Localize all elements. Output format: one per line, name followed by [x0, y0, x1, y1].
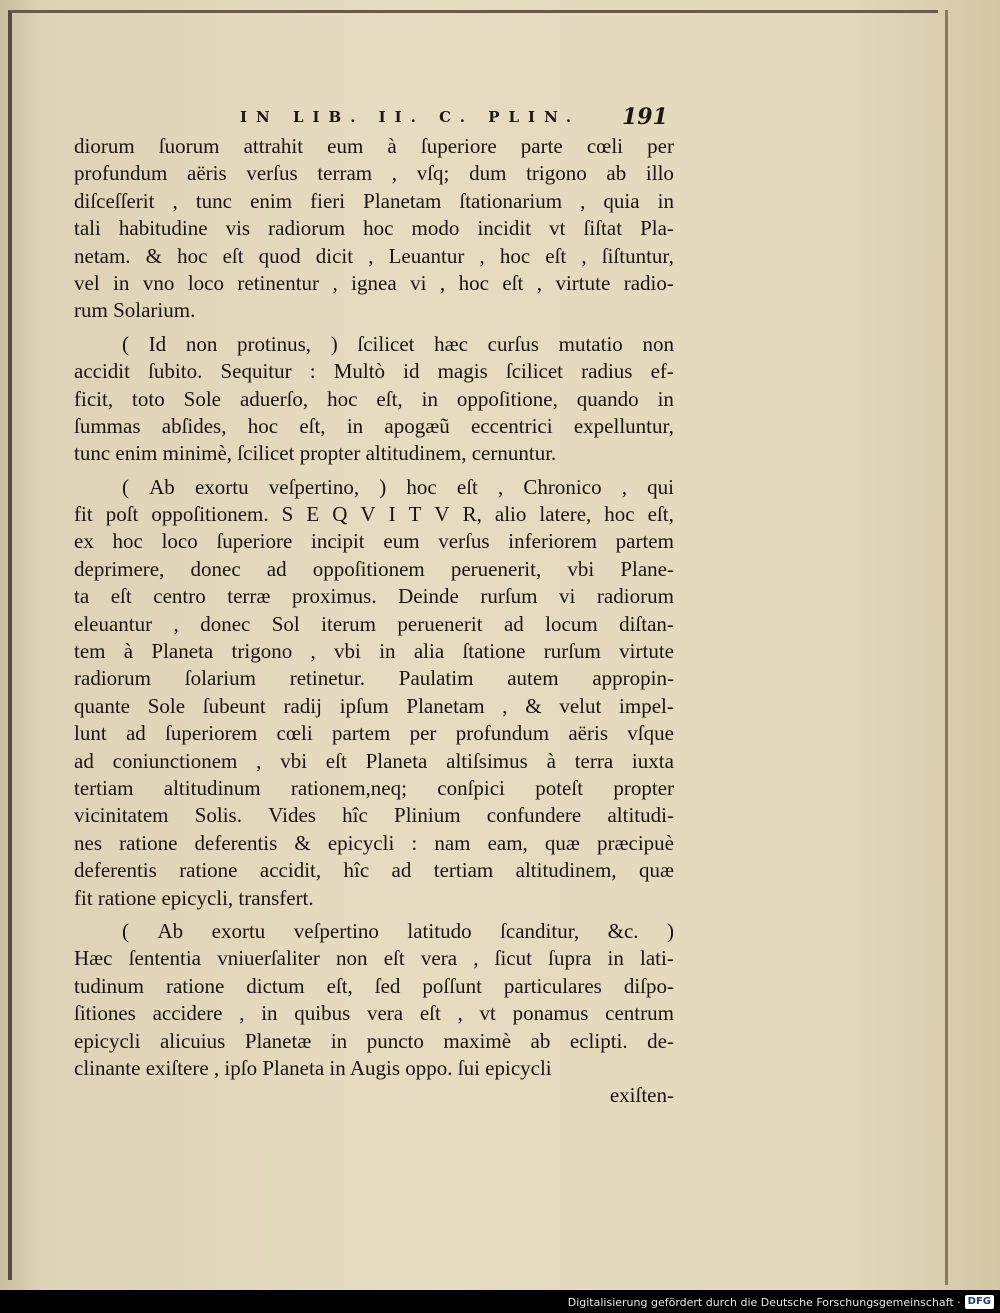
text-line: diſceſſerit , tunc enim fieri Planetam ſtationarium , quia in — [74, 188, 674, 213]
text-line: Hæc ſententia vniuerſaliter non eſt vera , ſicut ſupra in lati- — [74, 946, 674, 971]
paragraph — [74, 918, 674, 1082]
text-line: ficit, toto Sole aduerſo, hoc eſt, in oppoſitione, quando in — [74, 386, 674, 411]
text-line: ad coniunctionem , vbi eſt Planeta altiſsimus à terra iuxta — [74, 748, 674, 773]
running-head: IN LIB. II. C. PLIN. — [240, 108, 581, 126]
funding-credit: Digitalisierung gefördert durch die Deutsche Forschungsgemeinschaft · — [567, 1295, 961, 1309]
text-line: nes ratione deferentis & epicycli : nam eam, quæ præcipuè — [74, 830, 674, 855]
text-line: vicinitatem Solis. Vides hîc Plinium confundere altitudi- — [74, 803, 674, 828]
text-line: tertiam altitudinum rationem,neq; conſpici poteſt propter — [74, 775, 674, 800]
text-line: ta eſt centro terræ proximus. Deinde rurſum vi radiorum — [74, 584, 674, 609]
text-line: tunc enim minimè, ſcilicet propter altitudinem, cernuntur. — [74, 441, 557, 466]
paragraph — [74, 474, 674, 912]
text-line: ſummas abſides, hoc eſt, in apogæũ eccentrici expelluntur, — [74, 413, 674, 438]
text-line: radiorum ſolarium retinetur. Paulatim autem appropin- — [74, 666, 674, 691]
text-line: ( Id non protinus, ) ſcilicet hæc curſus mutatio non — [122, 331, 674, 356]
page-right-edge — [945, 10, 948, 1285]
text-line: vel in vno loco retinentur , ignea vi , hoc eſt , virtute radio- — [74, 270, 674, 295]
text-line: tem à Planeta trigono , vbi in alia ſtatione rurſum virtute — [74, 639, 674, 664]
text-line: rum Solarium. — [74, 298, 196, 323]
catchword: exiſten- — [609, 1083, 674, 1108]
text-line: netam. & hoc eſt quod dicit , Leuantur , hoc eſt , ſiſtuntur, — [74, 243, 674, 268]
dfg-logo: DFG — [965, 1295, 994, 1309]
text-line: fit poſt oppoſitionem. S E Q V I T V R, alio latere, hoc eſt, — [74, 502, 674, 527]
footer-credit — [568, 1293, 994, 1311]
page-number: 191 — [622, 104, 668, 130]
body-text — [74, 133, 674, 1110]
text-line: clinante exiſtere , ipſo Planeta in Augis oppo. ſui epicycli — [74, 1055, 552, 1080]
text-line: accidit ſubito. Sequitur : Multò id magis ſcilicet radius ef- — [74, 359, 674, 384]
text-line: epicycli alicuius Planetæ in puncto maximè ab eclipti. de- — [74, 1028, 674, 1053]
paragraph — [74, 331, 674, 468]
text-line: ex hoc loco ſuperiore incipit eum verſus inferiorem partem — [74, 529, 674, 554]
text-line: lunt ad ſuperiorem cœli partem per profundum aëris vſque — [74, 721, 674, 746]
text-line: ( Ab exortu veſpertino latitudo ſcanditur, &c. ) — [122, 918, 674, 943]
text-line: deprimere, donec ad oppoſitionem peruenerit, vbi Plane- — [74, 556, 674, 581]
text-line: diorum ſuorum attrahit eum à ſuperiore parte cœli per — [74, 134, 674, 158]
text-line: profundum aëris verſus terram , vſq; dum trigono ab illo — [74, 161, 674, 186]
text-line: quante Sole ſubeunt radij ipſum Planetam , & velut impel- — [74, 693, 674, 718]
paragraph — [74, 133, 674, 325]
text-line: tudinum ratione dictum eſt, ſed poſſunt particulares diſpo- — [74, 973, 674, 998]
text-line: deferentis ratione accidit, hîc ad tertiam altitudinem, quæ — [74, 858, 674, 883]
text-line: fit ratione epicycli, transfert. — [74, 885, 314, 910]
text-line: ( Ab exortu veſpertino, ) hoc eſt , Chronico , qui — [122, 474, 674, 499]
text-line: ſitiones accidere , in quibus vera eſt , vt ponamus centrum — [74, 1001, 674, 1026]
text-line: eleuantur , donec Sol iterum peruenerit ad locum diſtan- — [74, 611, 674, 636]
text-line: tali habitudine vis radiorum hoc modo incidit vt ſiſtat Pla- — [74, 216, 674, 241]
